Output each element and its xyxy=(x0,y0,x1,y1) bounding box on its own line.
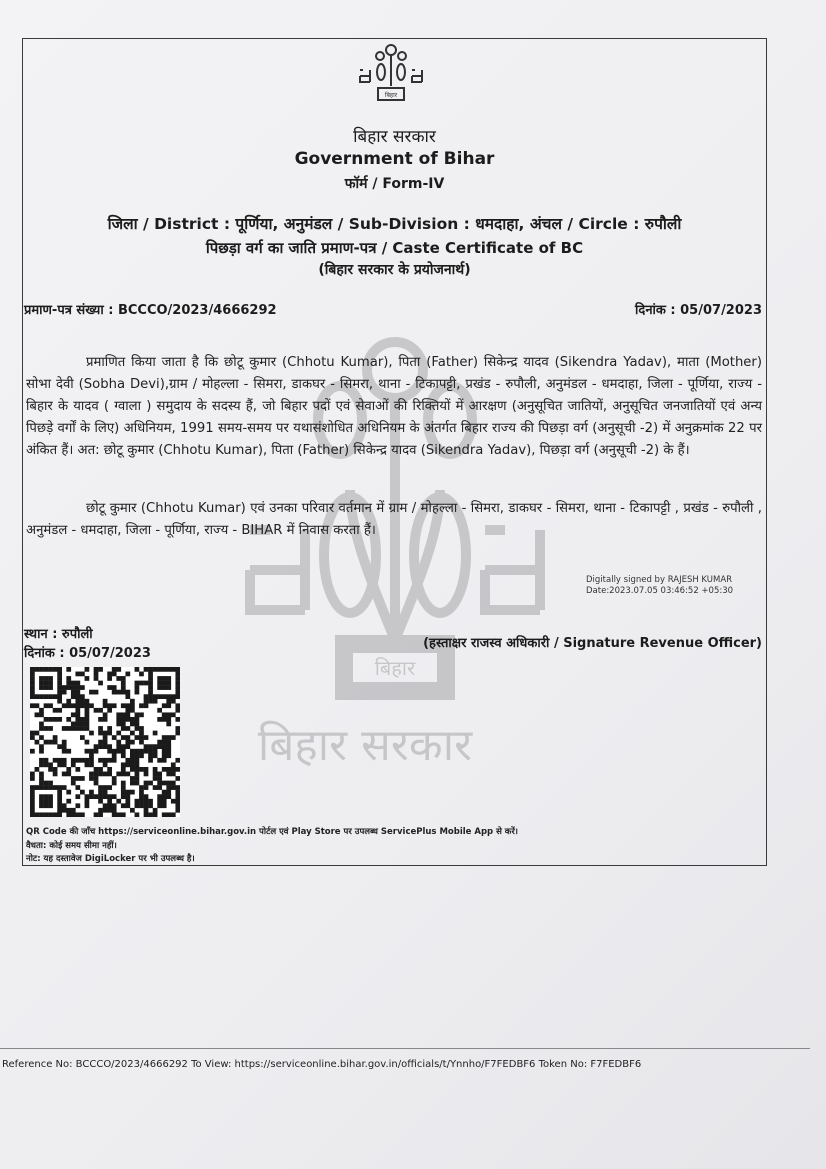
certificate-purpose: (बिहार सरकार के प्रयोजनार्थ) xyxy=(318,262,471,278)
digilocker-note: नोट: यह दस्तावेज DigiLocker पर भी उपलब्ध है। xyxy=(26,854,195,864)
form-number: फॉर्म / Form-IV xyxy=(344,176,445,192)
certificate-number: प्रमाण-पत्र संख्या : BCCCO/2023/4666292 xyxy=(24,303,277,318)
qr-code-icon[interactable] xyxy=(30,667,180,817)
issue-date: दिनांक : 05/07/2023 xyxy=(24,646,151,661)
certificate-date: दिनांक : 05/07/2023 xyxy=(635,303,762,318)
title-english: Government of Bihar xyxy=(294,149,495,169)
reference-line: Reference No: BCCCO/2023/4666292 To View: https://serviceonline.bihar.gov.in/officials/t/Ynnho/F7FEDBF6 Token No: F7FEDBF6 xyxy=(2,1059,642,1070)
footer-divider xyxy=(0,1048,810,1049)
bihar-emblem-logo xyxy=(356,42,426,104)
digital-signature-date: Date:2023.07.05 03:46:52 +05:30 xyxy=(586,586,734,596)
certificate-body-paragraph-1: प्रमाणित किया जाता है कि छोटू कुमार (Chhotu Kumar), पिता (Father) सिकेन्द्र यादव (Sikendra Yadav), माता (Mother) सोभा देवी (Sobha Devi),ग्राम / मोहल्ला - सिमरा, डाकघर - सिमरा, थाना - टिकापट्टी, प्रखंड - रुपौली, अनुमंडल - धमदाहा, जिला - पूर्णिया, राज्य - बिहार के यादव ( ग्वाला ) समुदाय के सदस्य हैं, जो बिहार पदों एवं सेवाओं की रिक्तियों में आरक्षण (अनुसूचित जातियों, अनुसूचित जनजातियों एवं अन्य पिछड़े वर्गों के लिए) अधिनियम, 1991 समय-समय पर यथासंशोधित अधिनियम के अंतर्गत बिहार राज्य की पिछड़ा वर्ग (अनुसूची -2) में अनुक्रमांक 22 पर अंकित हैं। अत: छोटू कुमार (Chhotu Kumar), पिता (Father) सिकेन्द्र यादव (Sikendra Yadav), पिछड़ा वर्ग (अनुसूची -2) के हैं। xyxy=(26,355,762,458)
emblem-text: बिहार xyxy=(384,92,398,99)
digital-signature-block xyxy=(586,575,733,597)
watermark-text: बिहार सरकार xyxy=(257,720,473,770)
certificate-body-paragraph-2: छोटू कुमार (Chhotu Kumar) एवं उनका परिवार वर्तमान में ग्राम / मोहल्ला - सिमरा, डाकघर - सिमरा, थाना - टिकापट्टी , प्रखंड - रुपौली , अनुमंडल - धमदाहा, जिला - पूर्णिया, राज्य - BIHAR में निवास करता हैं। xyxy=(26,501,762,538)
title-hindi: बिहार सरकार xyxy=(353,127,436,147)
validity-note: वैधता: कोई समय सीमा नहीं। xyxy=(26,841,117,851)
qr-verification-note: QR Code की जाँच https://serviceonline.bihar.gov.in पोर्टल एवं Play Store पर उपलब्ध ServicePlus Mobile App से करें। xyxy=(26,827,519,837)
signature-revenue-officer: (हस्ताक्षर राजस्व अधिकारी / Signature Revenue Officer) xyxy=(423,636,762,651)
digital-signature-name: Digitally signed by RAJESH KUMAR xyxy=(586,575,733,585)
location-line: जिला / District : पूर्णिया, अनुमंडल / Sub-Division : धमदाहा, अंचल / Circle : रुपौली xyxy=(107,215,682,233)
watermark-box-text: बिहार xyxy=(374,656,416,680)
certificate-type: पिछड़ा वर्ग का जाति प्रमाण-पत्र / Caste Certificate of BC xyxy=(205,239,584,257)
issue-place: स्थान : रुपौली xyxy=(24,627,93,642)
